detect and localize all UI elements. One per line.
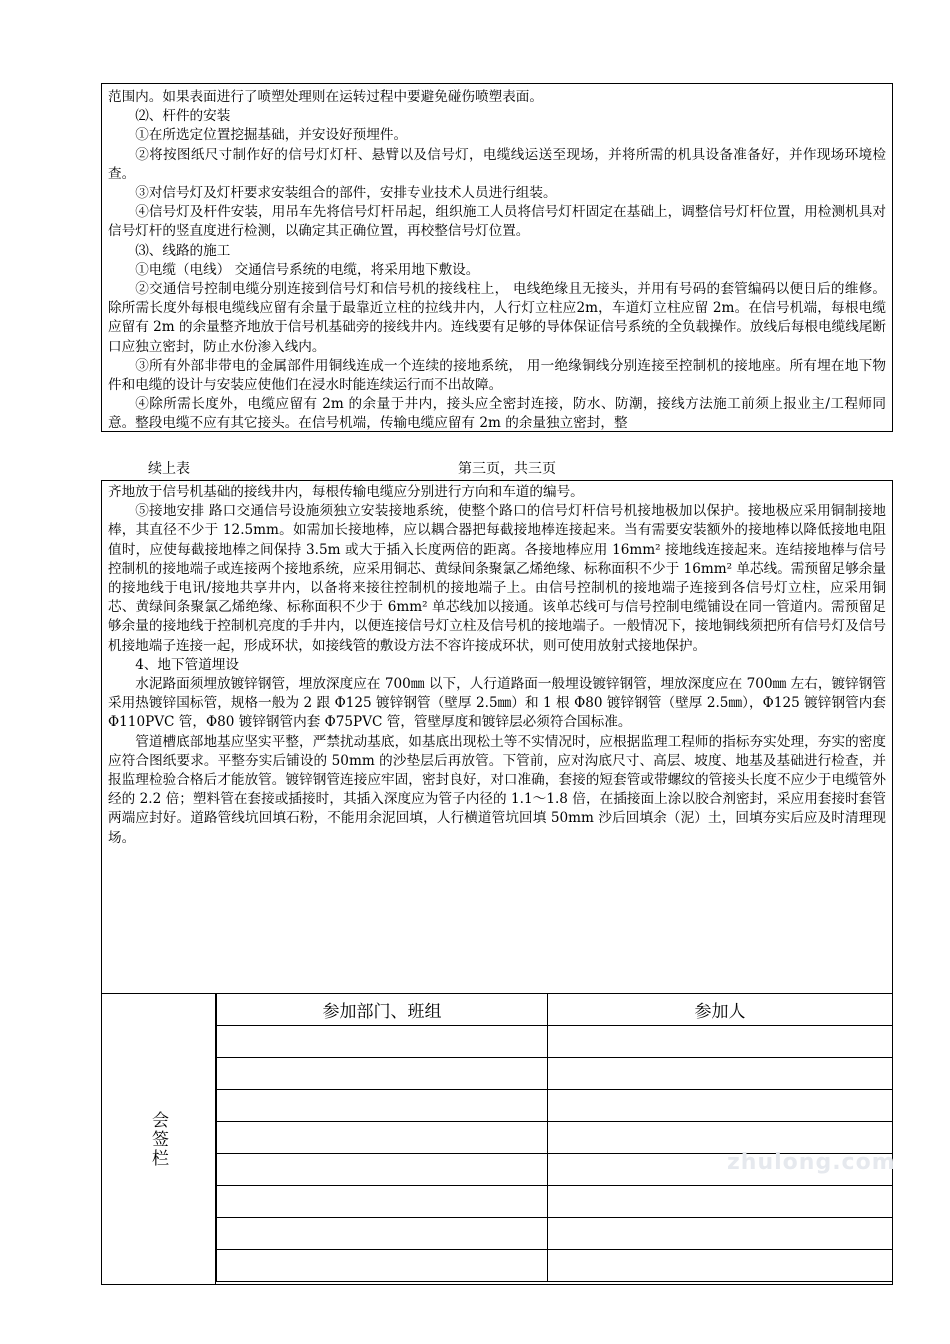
person-cell[interactable] (548, 1250, 893, 1282)
person-cell[interactable] (548, 1218, 893, 1250)
section2-text (108, 483, 886, 848)
person-cell[interactable] (548, 1186, 893, 1218)
person-cell[interactable] (548, 1090, 893, 1122)
paragraph: ④除所需长度外，电缆应留有 2m 的余量于井内，接头应全密封连接，防水、防潮，接线方法施工前须上报业主/工程师同意。整段电缆不应有其它接头。在信号机端，传输电缆应留有 2m 的余量独立密封，整 (108, 396, 886, 432)
table-row (217, 1218, 893, 1250)
paragraph: ④信号灯及杆件安装，用吊车先将信号灯杆吊起，组织施工人员将信号灯杆固定在基础上，调整信号灯杆位置，用检测机具对信号灯杆的竖直度进行检测，以确定其正确位置，再校整信号灯位置。 (108, 204, 886, 240)
paragraph: ①电缆（电线） 交通信号系统的电缆，将采用地下敷设。 (135, 261, 480, 278)
page-number: 第三页，共三页 (458, 461, 556, 477)
subheading-wiring: ⑶、线路的施工 (135, 242, 231, 259)
table-row (217, 1090, 893, 1122)
dept-cell[interactable] (217, 1026, 548, 1058)
paragraph: ②交通信号控制电缆分别连接到信号灯和信号机的接线柱上， 电线绝缘且无接头，并用有号码的套管编码以便日后的维修。除所需长度外每根电缆线应留有余量于最靠近立柱的拉线井内，人行灯立柱应2m，车道灯立柱应留 2m。在信号机端，每根电缆应留有 2m 的余量整齐地放于信号机基础旁的接线井内。连线要有足够的导体保证信号系统的全负载操作。放线后每根电缆线尾断口应独立密封，防止水份渗入线内。 (108, 281, 886, 355)
section1-text (108, 88, 886, 432)
table-row (217, 1058, 893, 1090)
person-cell[interactable] (548, 1058, 893, 1090)
table-row (217, 1026, 893, 1058)
table-row (217, 1186, 893, 1218)
dept-cell[interactable] (217, 1122, 548, 1154)
dept-cell[interactable] (217, 1058, 548, 1090)
content-box-top (101, 83, 893, 432)
paragraph: 范围内。如果表面进行了喷塑处理则在运转过程中要避免碰伤喷塑表面。 (108, 89, 543, 105)
paragraph: 齐地放于信号机基础的接线井内，每根传输电缆应分别进行方向和车道的编号。 (108, 484, 584, 500)
watermark: zhulong.com (727, 1150, 896, 1175)
table-row (217, 1122, 893, 1154)
dept-cell[interactable] (217, 1090, 548, 1122)
signature-label: 会签栏 (102, 994, 216, 1285)
dept-cell[interactable] (217, 1218, 548, 1250)
paragraph: ③对信号灯及灯杆要求安装组合的部件，安排专业技术人员进行组装。 (135, 185, 557, 202)
dept-cell[interactable] (217, 1250, 548, 1282)
signature-section (102, 993, 892, 1286)
person-cell[interactable] (548, 1026, 893, 1058)
column-header-person: 参加人 (548, 994, 893, 1026)
dept-cell[interactable] (217, 1154, 548, 1186)
paragraph: ①在所选定位置挖掘基础，并安设好预埋件。 (135, 127, 408, 144)
subheading-pole-install: ⑵、杆件的安装 (135, 108, 231, 125)
subheading-underground-pipe: 4、地下管道埋设 (135, 656, 239, 673)
paragraph: 管道槽底部地基应坚实平整，严禁扰动基底，如基底出现松土等不实情况时，应根据监理工程师的指标夯实处理，夯实的密度应符合图纸要求。平整夯实后铺设的 50mm 的沙垫层后再放管。下管前，应对沟底尺寸、高层、坡度、地基及基础进行检查，并报监理检验合格后才能放管。镀锌钢管连接应牢固，密封良好，对口准确，套接的短套管或带螺纹的管接头长度不应少于电缆管外经的 2.2 倍；塑料管在套接或插接时，其插入深度应为管子内径的 1.1～1.8 倍，在插接面上涂以胶合剂密封，采应用套接时套管两端应封好。道路管线坑回填石粉，不能用余泥回填，人行横道管坑回填 50mm 沙后回填余（泥）土，回填夯实后应及时清理现场。 (108, 733, 886, 846)
table-row (217, 1250, 893, 1282)
dept-cell[interactable] (217, 1186, 548, 1218)
paragraph: 水泥路面须埋放镀锌钢管，埋放深度应在 700㎜ 以下，人行道路面一般埋设镀锌钢管，埋放深度应在 700㎜ 左右，镀锌钢管采用热镀锌国标管，规格一般为 2 跟 Φ125 镀锌钢管（壁厚 2.5㎜）和 1 根 Φ80 镀锌钢管（壁厚 2.5㎜），Φ125 镀锌钢管内套 Φ110PVC 管，Φ80 镀锌钢管内套 Φ75PVC 管，管壁厚度和镀锌层必须符合国标准。 (108, 676, 886, 731)
paragraph: ②将按图纸尺寸制作好的信号灯灯杆、悬臂以及信号灯，电缆线运送至现场，并将所需的机具设备准备好，并作现场环境检查。 (108, 146, 886, 182)
table-header-row (217, 994, 893, 1026)
signature-table (216, 994, 892, 1282)
person-cell[interactable] (548, 1122, 893, 1154)
paragraph: ③所有外部非带电的金属部件用铜线连成一个连续的接地系统， 用一绝缘铜线分别连接至控制机的接地座。所有埋在地下物件和电缆的设计与安装应使他们在浸水时能连续运行而不出故障。 (108, 357, 886, 394)
paragraph-grounding: ⑤接地安排 路口交通信号设施须独立安装接地系统，使整个路口的信号灯杆信号机接地极加以保护。接地极应采用铜制接地棒，其直径不少于 12.5mm。如需加长接地棒，应以耦合器把每截接地棒连接起来。当有需要安装额外的接地棒以降低接地电阻值时，应使每截接地棒之间保持 3.5m 或大于插入长度两倍的距离。各接地棒应用 16mm² 接地线连接起来。连结接地棒与信号控制机的接地端子或连接两个接地系统，应采用铜芯、黄绿间条聚氯乙烯绝缘、标称面积不少于 16mm² 单芯线。需预留足够余量的接地线于电讯/接地共享井内，以备将来接往控制机的接地端子上。由信号控制机的接地端子连接到各信号灯立柱，应采用铜芯、黄绿间条聚氯乙烯绝缘、标称面积不少于 6mm² 单芯线加以接通。该单芯线可与信号控制电缆铺设在同一管道内。需预留足够余量的接地线于控制机亮度的手井内，以便连接信号灯立柱及信号机的接地端子。一般情况下，接地铜线须把所有信号灯及信号机接地端子连接一起，形成环状，如接线管的敷设方法不容许接成环状，则可使用放射式接地保护。 (108, 503, 886, 654)
column-header-dept: 参加部门、班组 (217, 994, 548, 1026)
continued-label: 续上表 (148, 461, 190, 477)
